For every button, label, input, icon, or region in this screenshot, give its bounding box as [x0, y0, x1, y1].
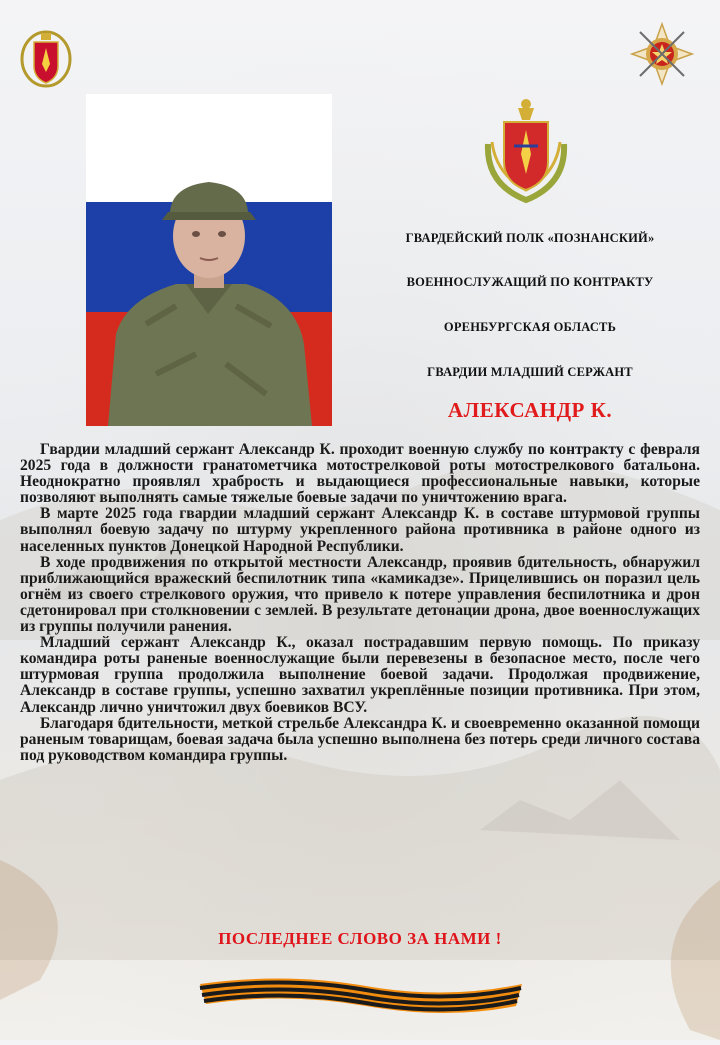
soldier-name: АЛЕКСАНДР К. — [447, 398, 613, 422]
paragraph: Благодаря бдительности, меткой стрельбе Александра К. и своевременно оказанной помощи раненым товарищам, боевая задача была успешно выполнена без потерь среди личного состава под руководством командира группы. — [20, 714, 700, 764]
regiment-emblem-icon — [478, 94, 574, 204]
rank: ГВАРДИИ МЛАДШИЙ СЕРЖАНТ — [427, 365, 633, 379]
paragraph: В ходе продвижения по открытой местности Александр, проявив бдительность, обнаружил приближающийся вражеский беспилотник типа «камикадзе». Прицелившись он поразил цель огнём из своего стрелкового оружия, что привело к потере управления беспилотника и дрон сдетонировал при столкновении с землей. В результате детонации дрона, двое военнослужащих из группы получили ранения. — [20, 553, 700, 636]
paragraph: Гвардии младший сержант Александр К. проходит военную службу по контракту с февраля 2025 года в должности гранатометчика мотострелковой роты мотострелкового батальона. Неоднократно проявлял храбрость и выдающиеся профессиональные навыки, которые позволяют выполнять самые тяжелые боевые задачи по уничтожению врага. — [20, 441, 700, 507]
paragraph: Младший сержант Александр К., оказал пострадавшим первую помощь. По приказу командира роты раненые военнослужащие были перевезены в безопасное место, после чего штурмовая группа продолжила выполнение боевой задачи. Продолжая продвижение, Александр в составе группы, успешно захватил укреплённые позиции противника. При этом, Александр лично уничтожил двух боевиков ВСУ. — [20, 634, 700, 716]
paragraph: В марте 2025 года гвардии младший сержант Александр К. в составе штурмовой группы выполнял боевую задачу по штурму укрепленного района противника в районе одного из населенных пунктов Донецкой Народной Республики. — [20, 505, 700, 555]
st-george-ribbon-icon — [196, 966, 526, 1020]
service-type: ВОЕННОСЛУЖАЩИЙ ПО КОНТРАКТУ — [406, 275, 654, 289]
soldier-portrait — [86, 94, 332, 426]
region: ОРЕНБУРГСКАЯ ОБЛАСТЬ — [443, 320, 617, 334]
article-body — [20, 442, 700, 764]
unit-title: ГВАРДЕЙСКИЙ ПОЛК «ПОЗНАНСКИЙ» — [405, 231, 655, 245]
division-emblem-icon — [20, 28, 72, 88]
slogan: ПОСЛЕДНЕЕ СЛОВО ЗА НАМИ ! — [218, 929, 502, 948]
order-cross-icon — [630, 22, 694, 86]
